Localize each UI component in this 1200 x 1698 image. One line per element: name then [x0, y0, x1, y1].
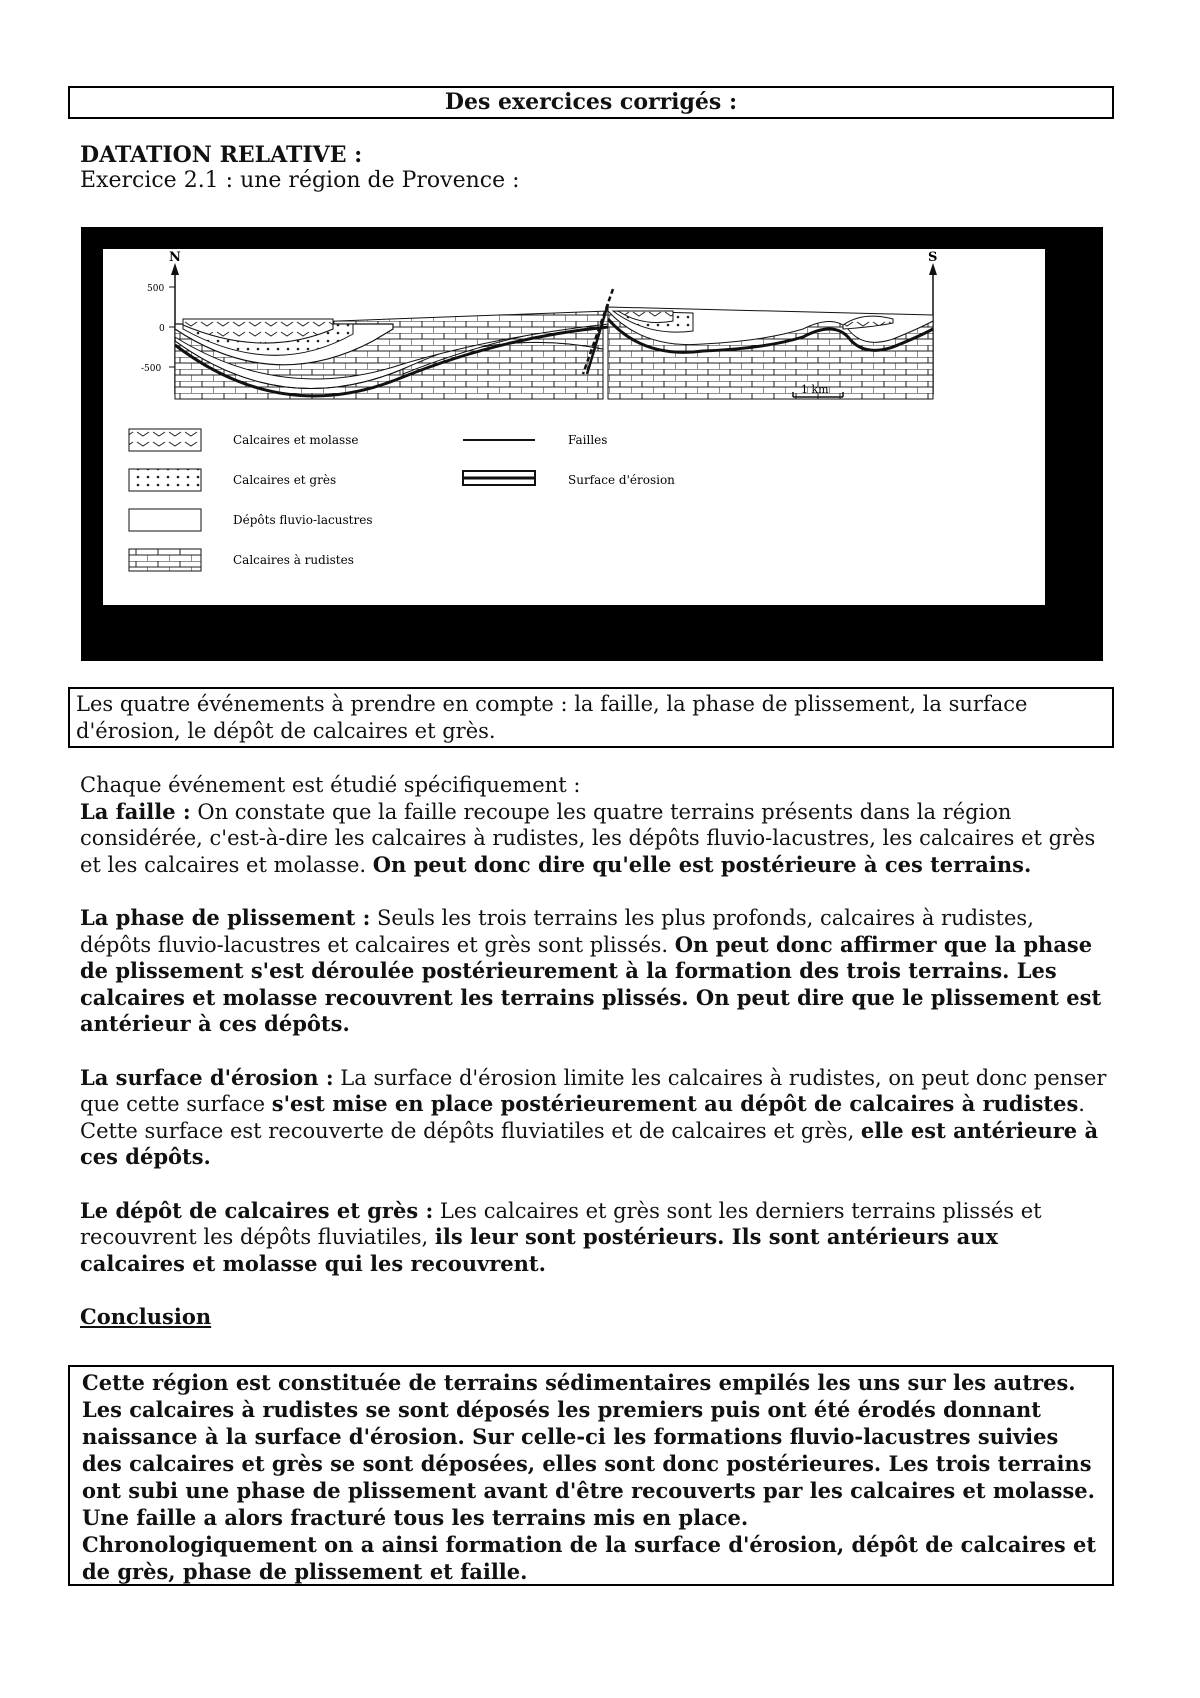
legend-swatch-rudist — [129, 549, 201, 571]
erosion-paragraph — [80, 1065, 1110, 1171]
legend-swatch-fluvio — [129, 509, 201, 531]
plissement-label: La phase de plissement : — [80, 905, 371, 930]
events-note: Les quatre événements à prendre en compte : la faille, la phase de plissement, la surface d'érosion, le dépôt de calcaires et grès. — [76, 692, 1028, 743]
legend-swatch-sandstone — [129, 469, 201, 491]
legend-label-sandstone: Calcaires et grès — [233, 473, 337, 487]
faille-bold: On peut donc dire qu'elle est postérieure à ces terrains. — [372, 851, 1032, 877]
conclusion-heading-line — [80, 1304, 1110, 1331]
title-box — [68, 86, 1114, 119]
figure-canvas — [103, 249, 1045, 605]
erosion-bold-1: s'est mise en place postérieurement au dépôt de calcaires à rudistes — [271, 1091, 1079, 1116]
faille-text: On constate que la faille recoupe les quatre terrains présents dans la région considérée, c'est-à-dire les calcaires à rudistes, les dépôts fluvio-lacustres, les calcaires et grès et les calcaires et molasse. — [80, 799, 1096, 877]
intro-line: Chaque événement est étudié spécifiquement : — [80, 773, 581, 797]
faille-paragraph — [80, 799, 1110, 879]
depot-label: Le dépôt de calcaires et grès : — [80, 1197, 434, 1223]
geologic-cross-section-figure — [81, 227, 1103, 661]
legend — [129, 429, 675, 571]
legend-label-fluvio: Dépôts fluvio-lacustres — [233, 513, 373, 527]
section-heading: DATATION RELATIVE : — [80, 142, 363, 168]
events-note-box — [68, 687, 1114, 748]
north-label: N — [169, 250, 181, 265]
legend-label-fault: Failles — [568, 433, 608, 447]
legend-swatch-molasse — [129, 429, 201, 451]
plissement-paragraph — [80, 905, 1110, 1038]
heading-block — [80, 142, 520, 194]
conclusion-title: Conclusion — [80, 1304, 212, 1329]
analysis-body — [80, 772, 1110, 1358]
faille-label: La faille : — [80, 798, 191, 824]
scale-label: 1 km — [801, 383, 829, 396]
legend-label-erosion: Surface d'érosion — [568, 473, 675, 487]
conclusion-box — [68, 1365, 1114, 1586]
conclusion-paragraph-2: Chronologiquement on a ainsi formation de la surface d'érosion, dépôt de calcaires et de grès, phase de plissement et faille. — [82, 1532, 1097, 1584]
page-title: Des exercices corrigés : — [444, 89, 738, 115]
cross-section-svg — [103, 249, 1045, 605]
erosion-text-2: . Cette surface est recouverte de dépôts fluviatiles et de calcaires et grès, — [80, 1092, 1085, 1143]
south-label: S — [928, 250, 938, 265]
depot-paragraph — [80, 1198, 1110, 1278]
depot-bold: ils leur sont postérieurs. Ils sont antérieurs aux calcaires et molasse qui les recouvrent. — [80, 1224, 999, 1276]
plissement-text: Seuls les trois terrains les plus profonds, calcaires à rudistes, dépôts fluvio-lacustres et calcaires et grès sont plissés. — [80, 906, 1034, 957]
alt-500-label: 500 — [147, 284, 165, 294]
conclusion-paragraph-1: Cette région est constituée de terrains sédimentaires empilés les uns sur les autres. Les calcaires à rudistes se sont déposés les premiers puis ont été érodés donnant naissance à la surface d'érosion. Sur celle-ci les formations fluvio-lacustres suivies des calcaires et grès se sont déposées, elles sont donc postérieures. Les trois terrains ont subi une phase de plissement avant d'être recouverts par les calcaires et molasse. Une faille a alors fracturé tous les terrains mis en place. — [82, 1370, 1095, 1530]
legend-label-molasse: Calcaires et molasse — [233, 433, 359, 447]
erosion-text-1: La surface d'érosion limite les calcaires à rudistes, on peut donc penser que cette surface — [80, 1065, 1107, 1116]
alt-0-label: 0 — [159, 324, 165, 334]
plissement-bold: On peut donc affirmer que la phase de plissement s'est déroulée postérieurement à la formation des trois terrains. Les calcaires et molasse recouvrent les terrains plissés. On peut dire que le plissement est antérieur à ces dépôts. — [80, 931, 1102, 1036]
exercise-heading: Exercice 2.1 : une région de Provence : — [80, 168, 520, 193]
erosion-label: La surface d'érosion : — [80, 1064, 334, 1090]
alt-minus-500-label: -500 — [141, 364, 162, 374]
legend-label-rudist: Calcaires à rudistes — [233, 553, 354, 567]
erosion-bold-2: elle est antérieure à ces dépôts. — [80, 1117, 1099, 1169]
depot-text: Les calcaires et grès sont les derniers terrains plissés et recouvrent les dépôts fluviatiles, — [80, 1198, 1042, 1249]
